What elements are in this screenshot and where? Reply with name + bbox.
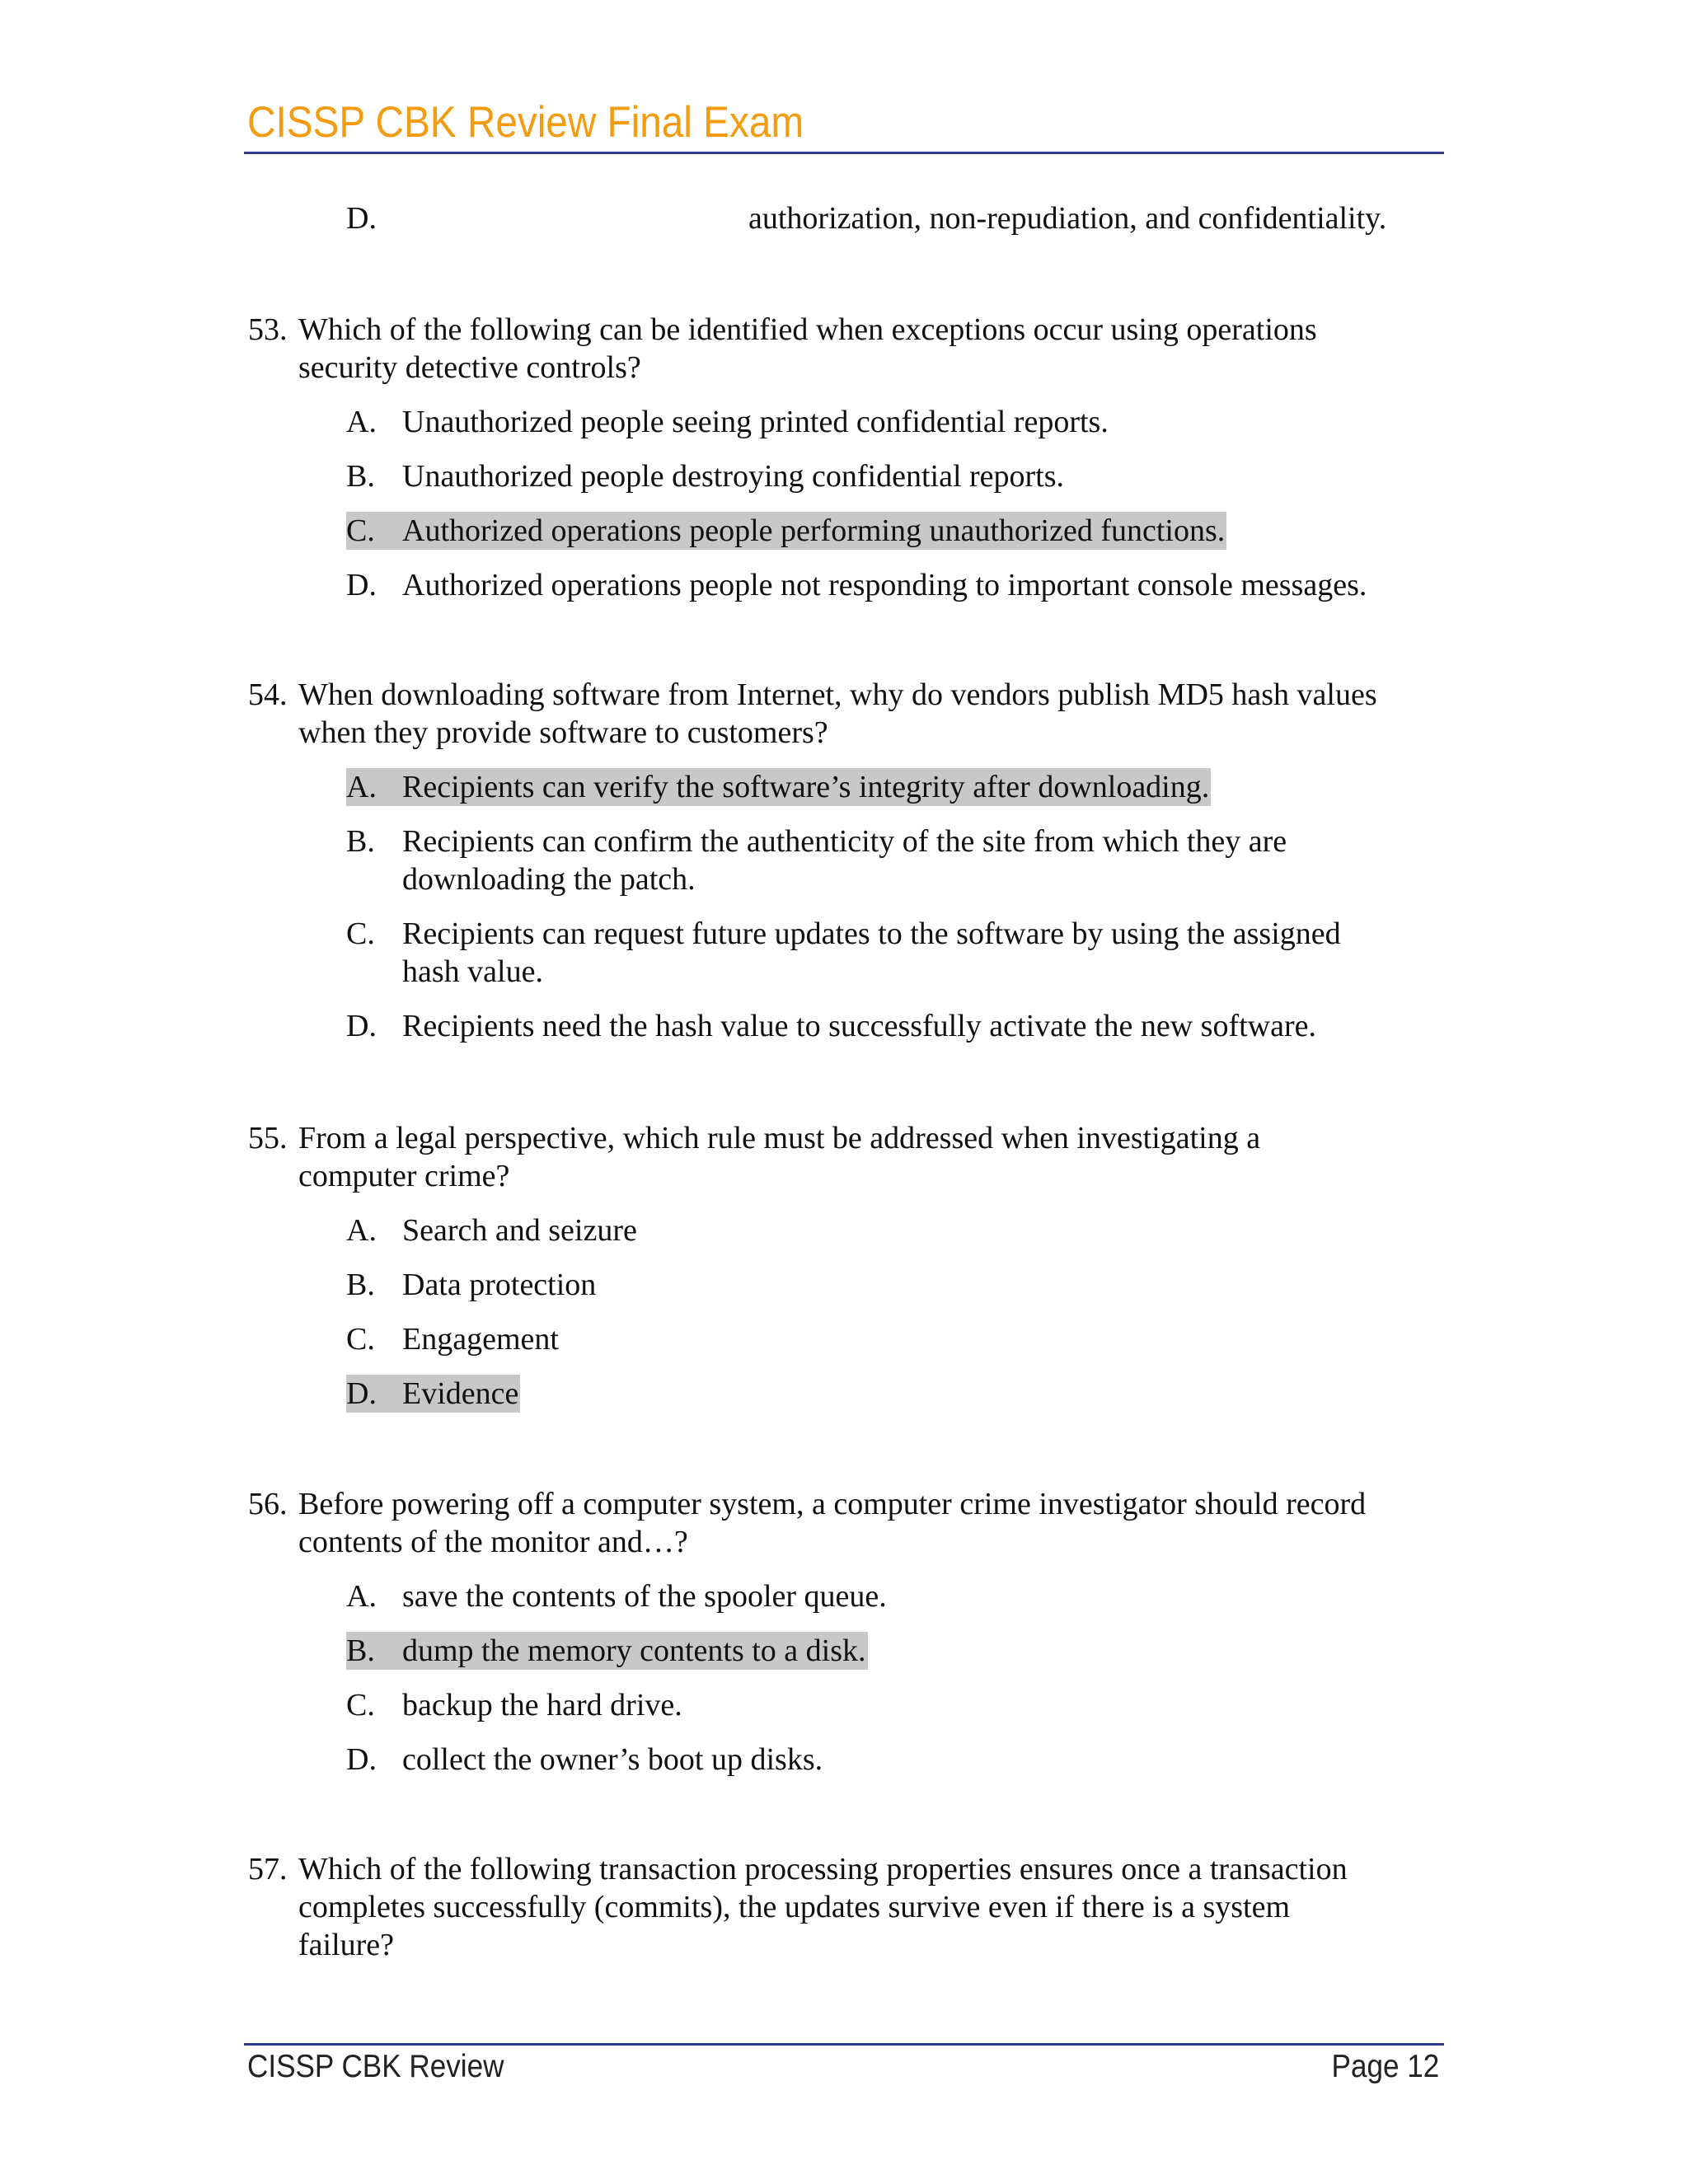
question-number: 57. (248, 1852, 288, 1886)
option (346, 1007, 1318, 1045)
option-letter: C. (346, 916, 375, 951)
option-text: Evidence (402, 1376, 519, 1411)
option-text: authorization, non-repudiation, and confidentiality. (748, 201, 1387, 236)
question-text-line: Which of the following can be identified when exceptions occur using operations (298, 312, 1317, 347)
option-text: Recipients need the hash value to successfully activate the new software. (402, 1009, 1316, 1043)
option-text: Authorized operations people not responding to important console messages. (402, 568, 1367, 602)
option-text: Recipients can verify the software’s integrity after downloading. (402, 770, 1210, 804)
option-letter: D. (346, 201, 377, 236)
option-text: dump the memory contents to a disk. (402, 1633, 866, 1668)
question-number: 56. (248, 1487, 288, 1521)
question-text-line: security detective controls? (298, 350, 641, 385)
option-letter: D. (346, 568, 377, 602)
option-text: Engagement (402, 1322, 559, 1357)
option-letter: C. (346, 513, 375, 548)
option-text: collect the owner’s boot up disks. (402, 1742, 823, 1777)
option-text: Data protection (402, 1268, 597, 1302)
option (346, 823, 1288, 860)
question-text-line: From a legal perspective, which rule must be addressed when investigating a (298, 1121, 1261, 1155)
option-letter: A. (346, 1213, 377, 1248)
question-number: 53. (248, 312, 288, 347)
footer-document-title: CISSP CBK Review (247, 2049, 504, 2084)
question-number: 54. (248, 677, 288, 712)
option-text: Recipients can request future updates to the software by using the assigned (402, 916, 1341, 951)
option-highlighted (346, 1632, 868, 1670)
question-number: 55. (248, 1121, 288, 1155)
option (346, 915, 1343, 953)
option-letter: B. (346, 1633, 375, 1668)
option-text: backup the hard drive. (402, 1688, 682, 1722)
option-text: Search and seizure (402, 1213, 637, 1248)
option-letter: C. (346, 1688, 375, 1722)
option-letter: B. (346, 824, 375, 859)
option (346, 1741, 824, 1779)
page-header-title: CISSP CBK Review Final Exam (247, 98, 804, 147)
option-text-continuation: downloading the patch. (402, 862, 696, 897)
option-letter: A. (346, 1579, 377, 1614)
option-text: save the contents of the spooler queue. (402, 1579, 887, 1614)
option (346, 1320, 560, 1358)
option (346, 1577, 889, 1615)
option-letter: D. (346, 1376, 377, 1411)
option-highlighted (346, 512, 1226, 550)
option (346, 566, 1368, 604)
question-text-line: failure? (298, 1928, 395, 1962)
option-letter: D. (346, 1742, 377, 1777)
footer-page-number: Page 12 (1331, 2049, 1439, 2084)
question-text-line: completes successfully (commits), the updates survive even if there is a system (298, 1890, 1291, 1924)
option-highlighted (346, 768, 1211, 806)
question-text-line: contents of the monitor and…? (298, 1525, 688, 1559)
option-highlighted (346, 1375, 520, 1413)
question-text-line: when they provide software to customers? (298, 715, 828, 750)
footer-rule (244, 2043, 1444, 2046)
question-text-line: computer crime? (298, 1159, 510, 1193)
option-letter: B. (346, 459, 375, 494)
option-letter: A. (346, 405, 377, 439)
option (346, 457, 1066, 495)
option-text: Authorized operations people performing unauthorized functions. (402, 513, 1226, 548)
option (346, 1686, 684, 1724)
option (346, 1212, 639, 1249)
question-text-line: When downloading software from Internet, why do vendors publish MD5 hash values (298, 677, 1377, 712)
option-text: Unauthorized people seeing printed confidential reports. (402, 405, 1109, 439)
option-carryover (346, 199, 1387, 237)
option-letter: D. (346, 1009, 377, 1043)
question-text-line: Which of the following transaction processing properties ensures once a transaction (298, 1852, 1348, 1886)
option-text: Unauthorized people destroying confidential reports. (402, 459, 1065, 494)
option-letter: C. (346, 1322, 375, 1357)
option-letter: A. (346, 770, 377, 804)
option-text: Recipients can confirm the authenticity of the site from which they are (402, 824, 1287, 859)
question-text-line: Before powering off a computer system, a computer crime investigator should record (298, 1487, 1367, 1521)
header-rule (244, 152, 1444, 154)
option (346, 403, 1110, 441)
option-text-continuation: hash value. (402, 954, 543, 989)
option-letter: B. (346, 1268, 375, 1302)
option (346, 1266, 598, 1304)
